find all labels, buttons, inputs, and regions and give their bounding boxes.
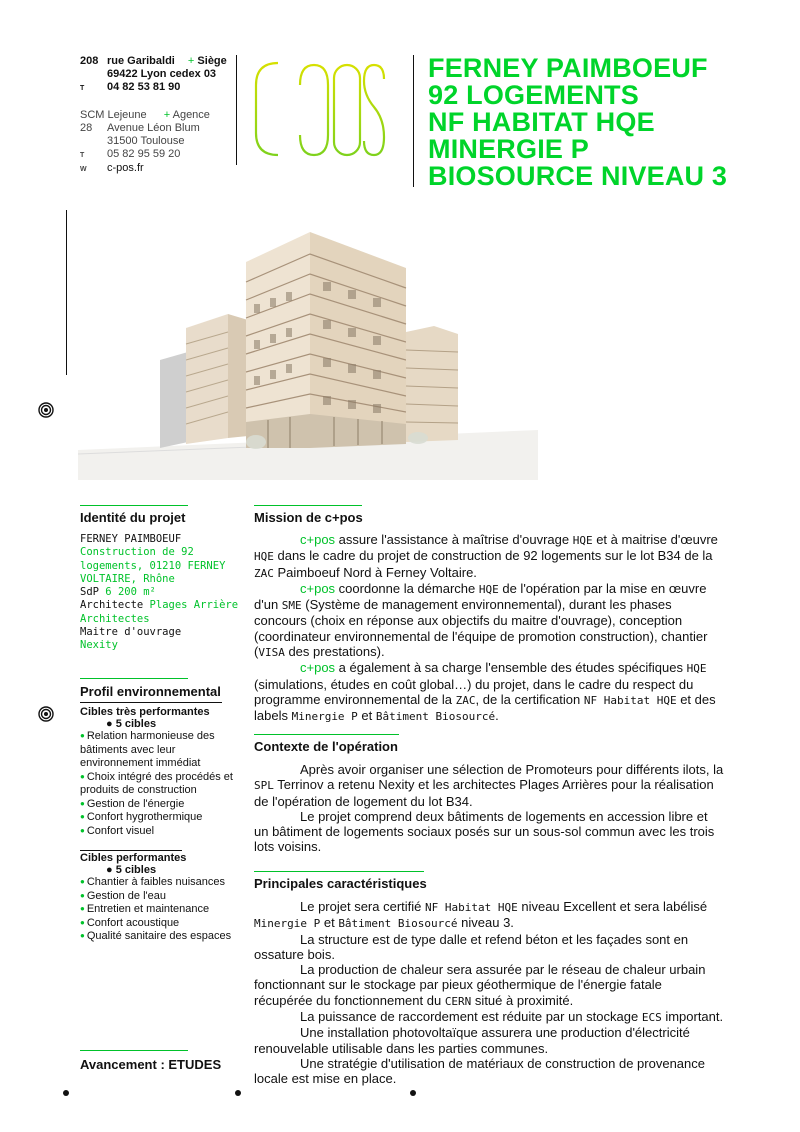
registration-mark [38,706,54,722]
contexte-text: Après avoir organiser une sélection de Promoteurs pour différents ilots, la SPL Terrinov a retenu Nexity et les architectes Plages Arrières pour la réalisation de l'opération de logement du lot B34. Le projet comprend deux bâtiments de logements en accession libre et un bâtiment de logements sociaux posés sur un sous-sol commun avec les trois lots voisins. [254,762,724,855]
mission-heading: Mission de c+pos [254,510,363,525]
caracteristiques-heading: Principales caractéristiques [254,876,427,891]
margin-line [66,210,67,375]
list-item: ● Gestion de l'eau [80,890,240,904]
agence-address: SCM Lejeune + Agence 28 Avenue Léon Blum 31500 Toulouse T 05 82 95 59 20 W c-pos.fr [80,109,210,174]
list-item: ● Qualité sanitaire des espaces [80,930,240,944]
mission-text: c+pos assure l'assistance à maîtrise d'ouvrage HQE et à maitrise d'œuvre HQE dans le cadre du projet de construction de 92 logements sur le lot B34 de la ZAC Paimboeuf Nord à Ferney Voltaire. c+pos coordonne la démarche HQE de l'opération par la mise en œuvre d'un SME (Système de management environnemental), durant les phases concours (choix en réponse aux objectifs du maitre d'ouvrage), conception (coordinateur environnemental de l'équipe de promotion construction), chantier (VISA des prestations). c+pos a également à sa charge l'ensemble des études spécifiques HQE (simulations, études en coût global…) du projet, dans le cadre du respect du programme environnemental de la ZAC, de la certification NF Habitat HQE et des labels Minergie P et Bâtiment Biosourcé. [254,532,718,724]
list-item: ● Confort hygrothermique [80,811,240,825]
project-name: FERNEY PAIMBOEUF [80,533,182,545]
list-item: ● Confort visuel [80,825,240,839]
list-item: ● Choix intégré des procédés et produits de construction [80,771,240,798]
list-item: ● Confort acoustique [80,917,240,931]
avancement-status: Avancement : ETUDES [80,1057,222,1072]
registration-mark [38,402,54,418]
project-construction: Construction de 92 logements, 01210 FERNEY VOLTAIRE, Rhône [80,546,226,585]
header-divider-left [236,55,237,165]
registration-dot [235,1090,241,1096]
cpos-logo [250,55,390,165]
list-item: ● Relation harmonieuse des bâtiments avec leur environnement immédiat [80,730,240,771]
identity-rule [80,505,188,506]
cibles-performantes: Cibles performantes ● 5 cibles ● Chantier à faibles nuisances ● Gestion de l'eau ● Entretien et maintenance ● Confort acoustique ● Qualité sanitaire des espaces [80,852,240,944]
building-rendering [78,210,538,480]
cibles-tres-performantes: Cibles très performantes ● 5 cibles ● Relation harmonieuse des bâtiments avec leur environnement immédiat ● Choix intégré des procédés et produits de construction ● Gestion de l'énergie ● Confort hygrothermique ● Confort visuel [80,706,240,838]
website-link[interactable]: c-pos.fr [107,162,144,174]
cibles-divider [80,850,182,851]
caracteristiques-rule [254,871,424,872]
registration-dot [63,1090,69,1096]
avancement-rule [80,1050,188,1051]
list-item: ● Gestion de l'énergie [80,798,240,812]
header-divider-right [413,55,414,187]
contexte-rule [254,734,399,735]
contexte-heading: Contexte de l'opération [254,739,398,754]
profil-underline [80,702,222,703]
profil-rule [80,678,188,679]
list-item: ● Chantier à faibles nuisances [80,876,240,890]
siege-address: 208 rue Garibaldi + Siège 69422 Lyon cedex 03 T 04 82 53 81 90 [80,55,227,93]
identity-heading: Identité du projet [80,510,186,525]
project-title: FERNEY PAIMBOEUF 92 LOGEMENTS NF HABITAT HQE MINERGIE P BIOSOURCE NIVEAU 3 [428,53,728,191]
registration-dot [410,1090,416,1096]
profil-heading: Profil environnemental [80,684,221,699]
identity-block: FERNEY PAIMBOEUF Construction de 92 logements, 01210 FERNEY VOLTAIRE, Rhône SdP 6 200 m² Architecte Plages Arrière Architectes Maitre d'ouvrage Nexity [80,533,239,652]
caracteristiques-text: Le projet sera certifié NF Habitat HQE niveau Excellent et sera labélisé Minergie P et Bâtiment Biosourcé niveau 3. La structure est de type dalle et refend béton et les façades sont en ossature bois. La production de chaleur sera assurée par le réseau de chaleur urbain fonctionnant sur le stockage par pieux géothermique de l'énergie fatale récupérée du fonctionnement du CERN situé à proximité. La puissance de raccordement est réduite par un stockage ECS important. Une installation photovoltaïque assurera une production d'électricité renouvelable utilisable dans les parties communes. Une stratégie d'utilisation de matériaux de construction de provenance locale est mise en place. [254,899,724,1087]
list-item: ● Entretien et maintenance [80,903,240,917]
mission-rule [254,505,362,506]
